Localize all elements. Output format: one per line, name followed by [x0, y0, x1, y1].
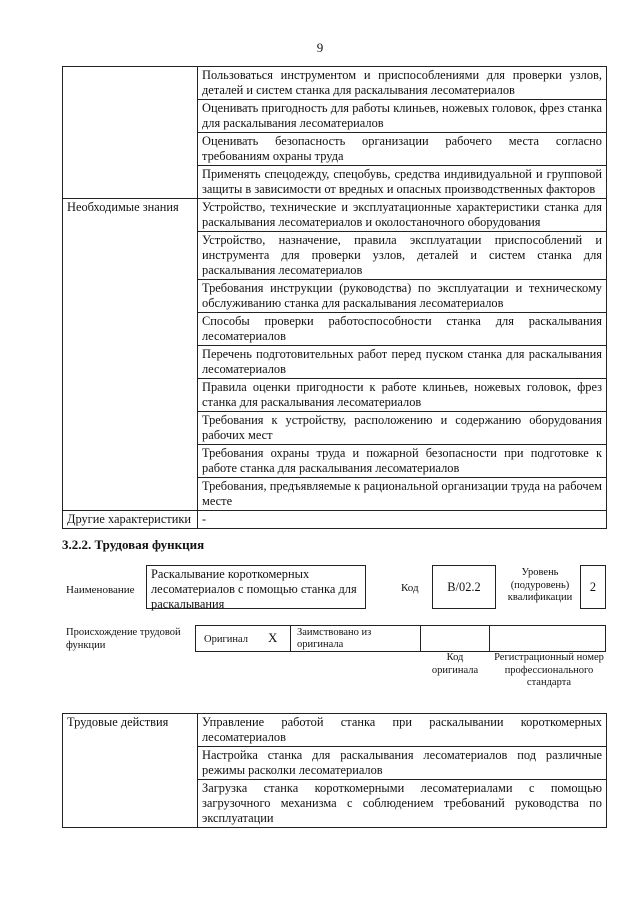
code-box [432, 565, 496, 609]
table-row [63, 199, 607, 232]
row-item: Требования к устройству, расположению и содержанию оборудования рабочих мест [198, 412, 607, 445]
level-box [580, 565, 606, 609]
reg-number-caption: Регистрационный номер профессионального стандарта [494, 652, 604, 688]
row-item: Требования охраны труда и пожарной безопасности при подготовке к работе станка для раскалывания лесоматериалов [198, 445, 607, 478]
function-code: В/02.2 [447, 579, 481, 594]
row-label: Необходимые знания [63, 199, 198, 511]
row-item: Перечень подготовительных работ перед пуском станка для раскалывания лесоматериалов [198, 346, 607, 379]
row-item: Оценивать пригодность для работы клиньев, ножевых головок, фрез станка для раскалывания лесоматериалов [198, 100, 607, 133]
row-label [63, 67, 198, 199]
function-name: Раскалывание короткомерных лесоматериалов с помощью станка для раскалывания [151, 567, 357, 611]
original-code-caption: Код оригинала [431, 652, 479, 676]
name-label: Наименование [66, 584, 135, 596]
labor-actions-table [62, 713, 607, 828]
reg-number-cell [489, 625, 606, 652]
row-label: Трудовые действия [63, 714, 198, 828]
row-item: Устройство, технические и эксплуатационные характеристики станка для раскалывания лесоматериалов и околостаночного оборудования [198, 199, 607, 232]
original-mark: X [268, 630, 278, 645]
table-row [63, 511, 607, 529]
row-item: Требования инструкции (руководства) по эксплуатации и техническому обслуживанию станка для раскалывания лесоматериалов [198, 280, 607, 313]
function-name-box [146, 565, 366, 609]
row-item: Устройство, назначение, правила эксплуатации приспособлений и инструмента для проверки узлов, деталей и систем станка для раскалывания лесоматериалов [198, 232, 607, 280]
requirements-table [62, 66, 607, 529]
row-item: Применять спецодежду, спецобувь, средства индивидуальной и групповой защиты в зависимости от вредных и опасных производственных факторов [198, 166, 607, 199]
row-item: Загрузка станка короткомерными лесоматериалами с помощью загрузочного механизма с соблюдением требований руководства по эксплуатации [198, 780, 607, 828]
row-item: Пользоваться инструментом и приспособлениями для проверки узлов, деталей и систем станка для раскалывания лесоматериалов [198, 67, 607, 100]
original-label: Оригинал [204, 634, 248, 645]
row-item: - [198, 511, 607, 529]
row-item: Управление работой станка при раскалывании короткомерных лесоматериалов [198, 714, 607, 747]
row-item: Настройка станка для раскалывания лесоматериалов под различные режимы расколки лесоматериалов [198, 747, 607, 780]
section-heading: 3.2.2. Трудовая функция [62, 537, 205, 552]
borrowed-label: Заимствовано из оригинала [297, 627, 372, 650]
level-label: Уровень (подуровень) квалификации [507, 567, 573, 603]
row-item: Требования, предъявляемые к рациональной организации труда на рабочем месте [198, 478, 607, 511]
origin-label: Происхождение трудовой функции [66, 627, 181, 651]
row-item: Оценивать безопасность организации рабочего места согласно требованиям охраны труда [198, 133, 607, 166]
original-code-cell [420, 625, 490, 652]
table-row [63, 714, 607, 747]
borrowed-cell [290, 625, 421, 652]
page-number: 9 [316, 40, 324, 55]
row-label: Другие характеристики [63, 511, 198, 529]
table-row [63, 67, 607, 100]
code-label: Код [401, 582, 419, 594]
original-cell [195, 625, 291, 652]
row-item: Способы проверки работоспособности станка для раскалывания лесоматериалов [198, 313, 607, 346]
row-item: Правила оценки пригодности к работе клиньев, ножевых головок, фрез станка для раскалывания лесоматериалов [198, 379, 607, 412]
level-value: 2 [589, 579, 597, 594]
